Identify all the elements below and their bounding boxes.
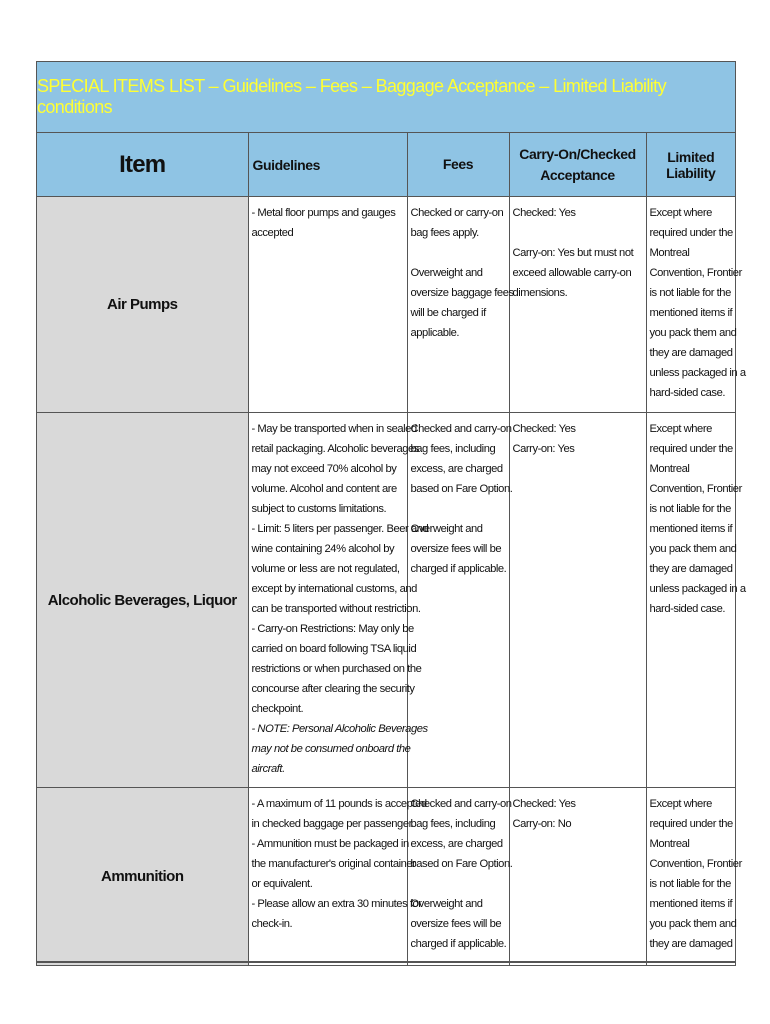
text-line: accepted xyxy=(251,227,294,239)
text-line: can be transported without restriction. xyxy=(251,603,421,615)
text-line: volume. Alcohol and content are xyxy=(251,483,397,495)
text-line: will be charged if xyxy=(410,307,486,319)
text-line: Convention, Frontier xyxy=(649,483,742,495)
text-line: mentioned items if xyxy=(649,307,733,319)
sheet-title: SPECIAL ITEMS LIST – Guidelines – Fees – Baggage Acceptance – Limited Liability conditions xyxy=(37,62,735,133)
table-row xyxy=(37,197,735,413)
text-line: restrictions or when purchased on the xyxy=(251,663,422,675)
text-line: wine containing 24% alcohol by xyxy=(251,543,395,555)
text-line: Montreal xyxy=(649,838,690,850)
text-line: oversize baggage fees xyxy=(410,287,514,299)
text-line: subject to customs limitations. xyxy=(251,503,387,515)
text-line: Montreal xyxy=(649,247,690,259)
text-line: Montreal xyxy=(649,463,690,475)
text-line: checkpoint. xyxy=(251,703,304,715)
text-line: Except where xyxy=(649,423,712,435)
line-gap xyxy=(411,243,506,263)
text-line: Carry-on: No xyxy=(512,818,572,830)
guidelines-cell xyxy=(248,788,427,966)
text-line: Checked and carry-on xyxy=(410,798,512,810)
header-limited-liability: Limited Liability xyxy=(646,133,735,197)
text-line: required under the xyxy=(649,818,733,830)
header-row xyxy=(37,133,735,197)
text-line: Checked and carry-on xyxy=(410,423,512,435)
carry-cell xyxy=(509,197,646,413)
guidelines-body xyxy=(251,419,429,719)
text-line: - NOTE: Personal Alcoholic Beverages xyxy=(251,723,428,735)
text-line: hard-sided case. xyxy=(649,387,726,399)
bottom-rule xyxy=(36,961,736,963)
text-line: Carry-on: Yes but must not xyxy=(512,247,634,259)
text-line: retail packaging. Alcoholic beverages xyxy=(251,443,419,455)
text-line: Convention, Frontier xyxy=(649,267,742,279)
text-line: mentioned items if xyxy=(649,523,733,535)
text-line: except by international customs, and xyxy=(251,583,417,595)
header-item: Item xyxy=(37,133,248,197)
text-line: - A maximum of 11 pounds is accepted xyxy=(251,798,427,810)
text-line: - May be transported when in sealed xyxy=(251,423,417,435)
text-line: - Metal floor pumps and gauges xyxy=(251,207,396,219)
line-gap xyxy=(411,499,506,519)
item-name: Alcoholic Beverages, Liquor xyxy=(37,413,248,788)
text-line: Checked: Yes xyxy=(512,423,576,435)
special-items-sheet xyxy=(36,61,746,966)
text-line: they are damaged xyxy=(649,563,733,575)
text-line: - Ammunition must be packaged in xyxy=(251,838,409,850)
table-row xyxy=(37,413,735,788)
header-fees: Fees xyxy=(407,133,509,197)
text-line: is not liable for the xyxy=(649,287,731,299)
text-line: check-in. xyxy=(251,918,293,930)
table-row xyxy=(37,788,735,966)
text-line: exceed allowable carry-on xyxy=(512,267,632,279)
text-line: - Limit: 5 liters per passenger. Beer and xyxy=(251,523,429,535)
text-line: or equivalent. xyxy=(251,878,313,890)
header-guidelines: Guidelines xyxy=(248,133,407,197)
text-line: unless packaged in a xyxy=(649,367,746,379)
text-line: you pack them and xyxy=(649,543,737,555)
text-line: is not liable for the xyxy=(649,503,731,515)
text-line: charged if applicable. xyxy=(410,563,507,575)
text-line: Convention, Frontier xyxy=(649,858,742,870)
text-line: - Carry-on Restrictions: May only be xyxy=(251,623,414,635)
text-line: is not liable for the xyxy=(649,878,731,890)
text-line: the manufacturer's original container xyxy=(251,858,416,870)
text-line: charged if applicable. xyxy=(410,938,507,950)
text-line: oversize fees will be xyxy=(410,543,502,555)
text-line: applicable. xyxy=(410,327,460,339)
text-line: in checked baggage per passenger. xyxy=(251,818,414,830)
guidelines-note xyxy=(251,719,428,779)
text-line: carried on board following TSA liquid xyxy=(251,643,417,655)
text-line: hard-sided case. xyxy=(649,603,726,615)
text-line: Overweight and xyxy=(410,523,483,535)
text-line: Checked: Yes xyxy=(512,798,576,810)
text-line: mentioned items if xyxy=(649,898,733,910)
text-line: you pack them and xyxy=(649,327,737,339)
text-line: dimensions. xyxy=(512,287,568,299)
text-line: excess, are charged xyxy=(410,838,503,850)
text-line: may not be consumed onboard the xyxy=(251,743,411,755)
text-line: Except where xyxy=(649,207,712,219)
guidelines-cell xyxy=(248,197,407,413)
line-gap xyxy=(513,223,643,243)
item-name: Air Pumps xyxy=(37,197,248,413)
text-line: volume or less are not regulated, xyxy=(251,563,400,575)
text-line: Overweight and xyxy=(410,898,483,910)
text-line: bag fees apply. xyxy=(410,227,479,239)
text-line: they are damaged xyxy=(649,938,733,950)
text-line: excess, are charged xyxy=(410,463,503,475)
text-line: Carry-on: Yes xyxy=(512,443,575,455)
text-line: you pack them and xyxy=(649,918,737,930)
carry-cell xyxy=(509,788,646,966)
text-line: Checked: Yes xyxy=(512,207,576,219)
text-line: they are damaged xyxy=(649,347,733,359)
text-line: required under the xyxy=(649,443,733,455)
text-line: Overweight and xyxy=(410,267,483,279)
text-line: concourse after clearing the security xyxy=(251,683,415,695)
text-line: based on Fare Option. xyxy=(410,858,513,870)
fees-cell xyxy=(407,788,513,966)
liability-cell xyxy=(646,788,742,966)
guidelines-cell xyxy=(248,413,429,788)
fees-cell xyxy=(407,197,514,413)
text-line: Checked or carry-on xyxy=(410,207,504,219)
text-line: bag fees, including xyxy=(410,443,496,455)
special-items-table xyxy=(37,133,746,966)
carry-cell xyxy=(509,413,646,788)
header-carry-on-checked xyxy=(509,133,646,197)
item-name: Ammunition xyxy=(37,788,248,966)
liability-cell xyxy=(646,197,746,413)
line-gap xyxy=(411,874,506,894)
header-carry-line-2: Acceptance xyxy=(540,166,615,183)
text-line: aircraft. xyxy=(251,763,285,775)
text-line: bag fees, including xyxy=(410,818,496,830)
text-line: based on Fare Option. xyxy=(410,483,513,495)
liability-cell xyxy=(646,413,746,788)
text-line: - Please allow an extra 30 minutes for xyxy=(251,898,422,910)
header-carry-line-1: Carry-On/Checked xyxy=(519,145,636,162)
text-line: may not exceed 70% alcohol by xyxy=(251,463,397,475)
text-line: unless packaged in a xyxy=(649,583,746,595)
text-line: Except where xyxy=(649,798,712,810)
text-line: oversize fees will be xyxy=(410,918,502,930)
text-line: required under the xyxy=(649,227,733,239)
